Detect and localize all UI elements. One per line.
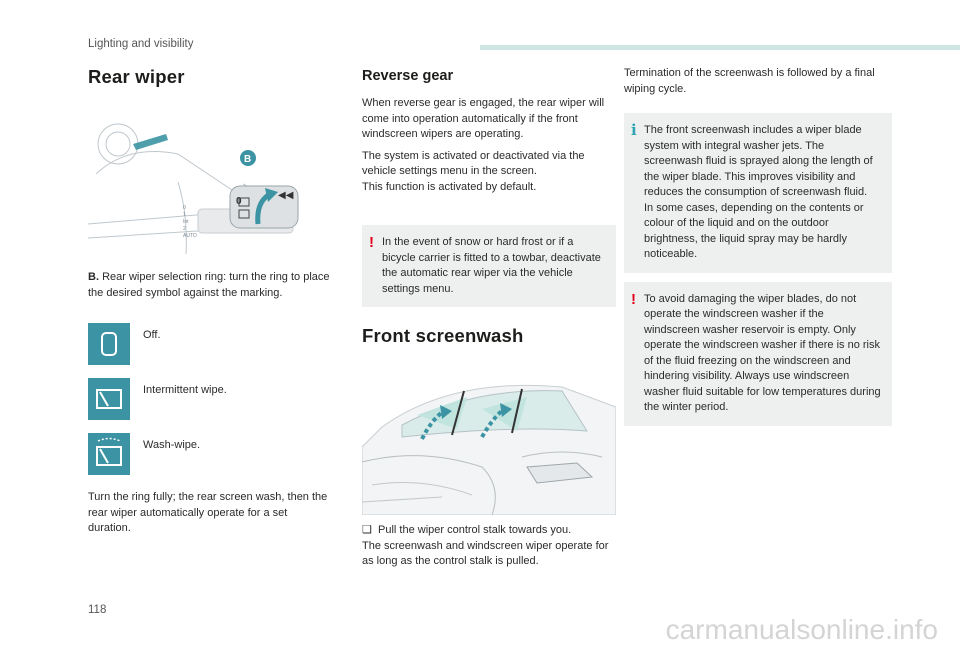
- wiper-stalk-drawing: [88, 114, 333, 254]
- reverse-gear-p1: When reverse gear is engaged, the rear wiper will come into operation automatically if the front windscreen wipers are operating.: [362, 97, 605, 140]
- description-text: Rear wiper selection ring: turn the ring to place the desired symbol against the marking.: [88, 271, 330, 299]
- windscreen-washer-photo: [362, 367, 616, 515]
- symbol-label-off: Off.: [143, 329, 161, 341]
- info-text-1: The front screenwash includes a wiper blade system with integral washer jets. The screenwash fluid is sprayed along the length of the wiper blade. This improves visibility and reduces the consumption of screenwash fluid.: [644, 124, 873, 198]
- reverse-gear-warning-text: In the event of snow or hard frost or if a bicycle carrier is fitted to a towbar, deactivate the automatic rear wiper via the vehicle settings menu.: [382, 236, 601, 295]
- screenwash-info-box: [624, 113, 892, 273]
- symbol-label-wash: Wash-wipe.: [143, 439, 201, 451]
- termination-text: Termination of the screenwash is followed by a final wiping cycle.: [624, 67, 875, 95]
- reverse-gear-p2-line2: This function is activated by default.: [362, 180, 537, 193]
- reverse-gear-column: [362, 66, 616, 570]
- reverse-gear-warning-box: [362, 225, 616, 307]
- turn-ring-text: Turn the ring fully; the rear screen wash, then the rear wiper automatically operate for a set duration.: [88, 491, 328, 534]
- svg-text:◀◀: ◀◀: [278, 190, 294, 201]
- description-label: B.: [88, 271, 99, 283]
- watermark: carmanualsonline.info: [665, 614, 938, 645]
- screenwash-info-column: [624, 66, 892, 426]
- rear-wiper-off-icon: [88, 323, 130, 365]
- stalk-mark-2: 2: [183, 226, 186, 232]
- symbol-row-off: [88, 323, 333, 365]
- bullet-icon: ❑: [362, 524, 372, 536]
- front-screenwash-instruction: [362, 523, 616, 539]
- warning-icon: !: [369, 234, 374, 251]
- info-text-2: In some cases, depending on the contents or colour of the liquid and on the outdoor brightness, the liquid spray may be hardly noticeable.: [644, 201, 864, 260]
- front-screenwash-title: Front screenwash: [362, 325, 524, 346]
- rear-wiper-intermittent-icon: [88, 378, 130, 420]
- svg-text:0: 0: [236, 196, 242, 207]
- stalk-mark-0: 0: [183, 205, 186, 211]
- symbol-row-wash: [88, 433, 333, 475]
- rear-wiper-wash-icon: [88, 433, 130, 475]
- screenwash-warning-text: To avoid damaging the wiper blades, do not operate the windscreen washer if the windscreen washer reservoir is empty. Only operate the windscreen washer if there is no risk of the fluid freezing on the windscreen and hindering visibility. Always use windscreen washer fluid suitable for low temperatures during the winter period.: [644, 292, 881, 413]
- header-section-title: Lighting and visibility: [88, 38, 194, 50]
- stalk-mark-auto: AUTO: [183, 233, 197, 239]
- symbol-label-intermittent: Intermittent wipe.: [143, 384, 227, 396]
- rear-wiper-description: [88, 270, 333, 301]
- stalk-mark-int: Int: [183, 219, 189, 225]
- header-accent-bar: [480, 45, 960, 50]
- page-number: 118: [88, 604, 107, 616]
- reverse-gear-p2-line1: The system is activated or deactivated via the vehicle settings menu in the screen.: [362, 149, 585, 177]
- figure-label-b: B: [244, 154, 252, 165]
- reverse-gear-title: Reverse gear: [362, 68, 454, 84]
- front-screenwash-result: The screenwash and windscreen wiper operate for as long as the control stalk is pulled.: [362, 539, 609, 567]
- stalk-mark-1: 1: [183, 212, 186, 218]
- screenwash-warning-box: [624, 282, 892, 426]
- wiper-stalk-illustration: [88, 114, 333, 254]
- info-icon: i: [631, 121, 637, 139]
- symbol-row-intermittent: [88, 378, 333, 420]
- car-windscreen-illustration: [362, 367, 616, 515]
- symbol-list: [88, 323, 333, 475]
- rear-wiper-title: Rear wiper: [88, 66, 185, 87]
- rear-wiper-column: [88, 66, 333, 537]
- instruction-text: Pull the wiper control stalk towards you.: [378, 524, 572, 536]
- warning-icon: !: [631, 290, 636, 308]
